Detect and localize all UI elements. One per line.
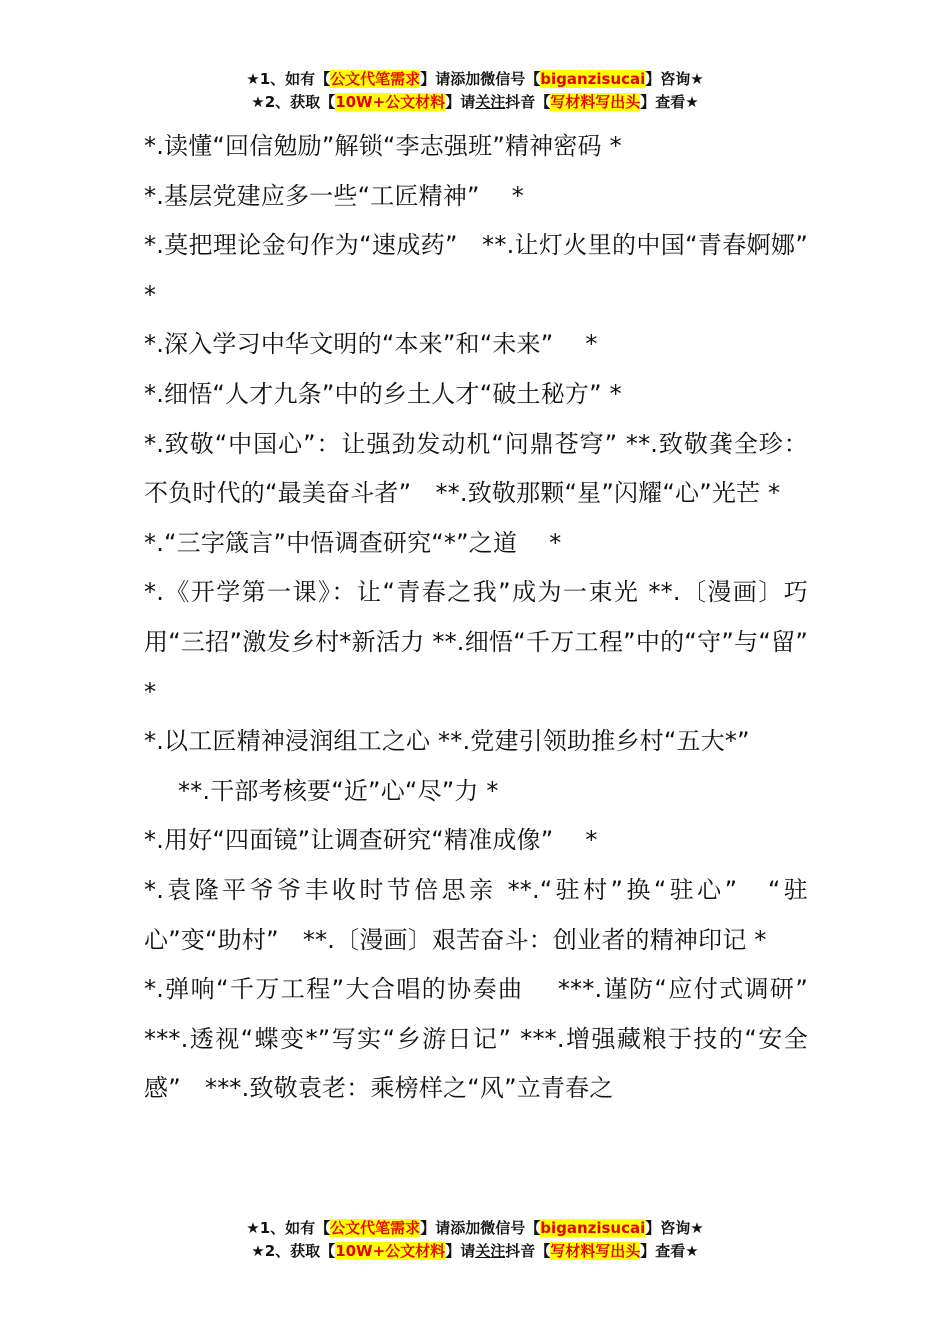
paragraph: *.致敬“中国心”：让强劲发动机“问鼎苍穹” **.致敬龚全珍：不负时代的“最美奋斗者” **.致敬那颗“星”闪耀“心”光芒 * [144, 429, 808, 508]
banner-text: 抖音【 [505, 93, 551, 111]
wechat-id-highlight: biganzisucai [540, 1219, 646, 1237]
paragraph: *.用好“四面镜”让调查研究“精准成像” * [144, 826, 598, 855]
banner-text: ★1、如有【 [246, 1219, 331, 1237]
wechat-id-highlight: biganzisucai [540, 70, 646, 88]
paragraph: *.深入学习中华文明的“本来”和“未来” * [144, 330, 598, 359]
banner-line-2 [0, 1240, 950, 1263]
paragraph: *.细悟“人才九条”中的乡土人才“破土秘方” * [144, 379, 622, 408]
banner-text: 】咨询★ [645, 70, 704, 88]
footer-banner [0, 1217, 950, 1263]
paragraph: *.以工匠精神浸润组工之心 **.党建引领助推乡村“五大*” [144, 727, 750, 756]
header-banner [0, 68, 950, 114]
paragraph: *.读懂“回信勉励”解锁“李志强班”精神密码 * [144, 132, 622, 160]
underlined-text: 关注 [475, 93, 506, 111]
banner-text: 】查看★ [640, 93, 699, 111]
douyin-id-highlight: 写材料写出头 [550, 1242, 641, 1260]
banner-text: 】请 [445, 1242, 476, 1260]
banner-text: 】请添加微信号【 [420, 70, 541, 88]
highlight-text: 公文代笔需求 [330, 70, 421, 88]
banner-line-1 [0, 1217, 950, 1240]
paragraph: *.袁隆平爷爷丰收时节倍思亲 **.“驻村”换“驻心” “驻心”变“助村” **.〔漫画〕艰苦奋斗：创业者的精神印记 * [144, 875, 808, 954]
banner-text: 】查看★ [640, 1242, 699, 1260]
banner-text: 抖音【 [505, 1242, 551, 1260]
banner-text: 】请 [445, 93, 476, 111]
paragraph: *.弹响“千万工程”大合唱的协奏曲 ***.谨防“应付式调研” ***.透视“蝶变*”写实“乡游日记” ***.增强藏粮于技的“安全感” ***.致敬袁老：乘榜样之“风”立青春之 [144, 975, 833, 1103]
banner-line-1 [0, 68, 950, 91]
paragraph: *.“三字箴言”中悟调查研究“*”之道 * [144, 528, 562, 557]
underlined-text: 关注 [475, 1242, 506, 1260]
banner-text: ★2、获取【 [251, 1242, 336, 1260]
banner-text: 】请添加微信号【 [420, 1219, 541, 1237]
paragraph: *.莫把理论金句作为“速成药” **.让灯火里的中国“青春婀娜” * [144, 231, 841, 309]
highlight-text: 10W+公文材料 [335, 93, 446, 111]
banner-line-2 [0, 91, 950, 114]
document-body [144, 122, 841, 1114]
highlight-text: 公文代笔需求 [330, 1219, 421, 1237]
paragraph: **.干部考核要“近”心“尽”力 * [178, 776, 499, 805]
banner-text: ★2、获取【 [251, 93, 336, 111]
paragraph: *.《开学第一课》：让“青春之我”成为一束光 **.〔漫画〕巧用“三招”激发乡村*新活力 **.细悟“千万工程”中的“守”与“留” * [144, 578, 808, 706]
highlight-text: 10W+公文材料 [335, 1242, 446, 1260]
douyin-id-highlight: 写材料写出头 [550, 93, 641, 111]
banner-text: 】咨询★ [645, 1219, 704, 1237]
banner-text: ★1、如有【 [246, 70, 331, 88]
paragraph: *.基层党建应多一些“工匠精神” * [144, 181, 524, 210]
